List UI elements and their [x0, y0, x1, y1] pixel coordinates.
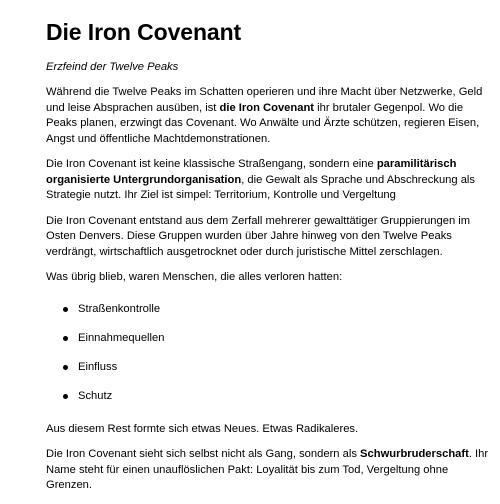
list-item: [66, 360, 492, 375]
paragraph-brotherhood-bold: Schwurbruderschaft: [360, 448, 469, 460]
paragraph-intro-text-a: Während die Twelve Peaks im Schatten operieren und ihre Macht über Netzwerke, Geld und leise Absprachen ausüben, ist: [46, 86, 483, 114]
paragraph-origin: Die Iron Covenant entstand aus dem Zerfall mehrerer gewalttätiger Gruppierungen im Osten Denvers. Diese Gruppen wurden über Jahre hinweg von den Twelve Peaks verdrängt, wirtschaftlich ausgetrocknet oder durch juristische Mittel zerschlagen.: [46, 214, 471, 258]
paragraph-organization: [46, 157, 492, 204]
document-subtitle: Erzfeind der Twelve Peaks: [46, 61, 179, 73]
paragraph-organization-text-a: Die Iron Covenant ist keine klassische Straßengang, sondern eine: [46, 158, 377, 170]
bullet-icon: [63, 336, 68, 341]
bullet-icon: [63, 365, 68, 370]
paragraph-lost: Was übrig blieb, waren Menschen, die alles verloren hatten:: [46, 271, 343, 283]
paragraph-intro: [46, 85, 492, 147]
list-item-label: Einnahmequellen: [78, 331, 165, 344]
paragraph-intro-text-c: ihr brutaler Gegenpol. Wo die Peaks planen, erzwingt das Covenant. Wo Anwälte und Ärzte schützen, regieren Eisen, Angst und öffentliche Machtdemonstrationen.: [46, 101, 480, 145]
paragraph-brotherhood: [46, 447, 492, 494]
paragraph-brotherhood-text-a: Die Iron Covenant sieht sich selbst nicht als Gang, sondern als: [46, 448, 361, 460]
list-item: [66, 302, 492, 317]
list-item-label: Einfluss: [78, 360, 118, 373]
bullet-icon: [63, 394, 68, 399]
paragraph-intro-bold: die Iron Covenant: [219, 101, 315, 114]
list-item-label: Straßenkontrolle: [78, 302, 161, 315]
paragraph-organization-text-c: , die Gewalt als Sprache und Abschreckung als Strategie nutzt. Ihr Ziel ist simpel: Territorium, Kontrolle und Vergeltung: [46, 173, 476, 201]
lost-items-list: [46, 302, 492, 404]
list-item: [66, 389, 492, 404]
document-title: Die Iron Covenant: [46, 19, 242, 45]
paragraph-brotherhood-text-c: . Ihr Name steht für einen unauflöslichen Pakt: Loyalität bis zum Tod, Vergeltung ohne Grenzen.: [46, 448, 489, 491]
paragraph-organization-bold: paramilitärisch organisierte Untergrundorganisation: [46, 158, 457, 186]
list-item: [66, 331, 492, 346]
list-item-label: Schutz: [78, 389, 113, 402]
document-page: [46, 18, 492, 504]
paragraph-new: Aus diesem Rest formte sich etwas Neues. Etwas Radikaleres.: [46, 422, 359, 435]
bullet-icon: [63, 307, 68, 312]
